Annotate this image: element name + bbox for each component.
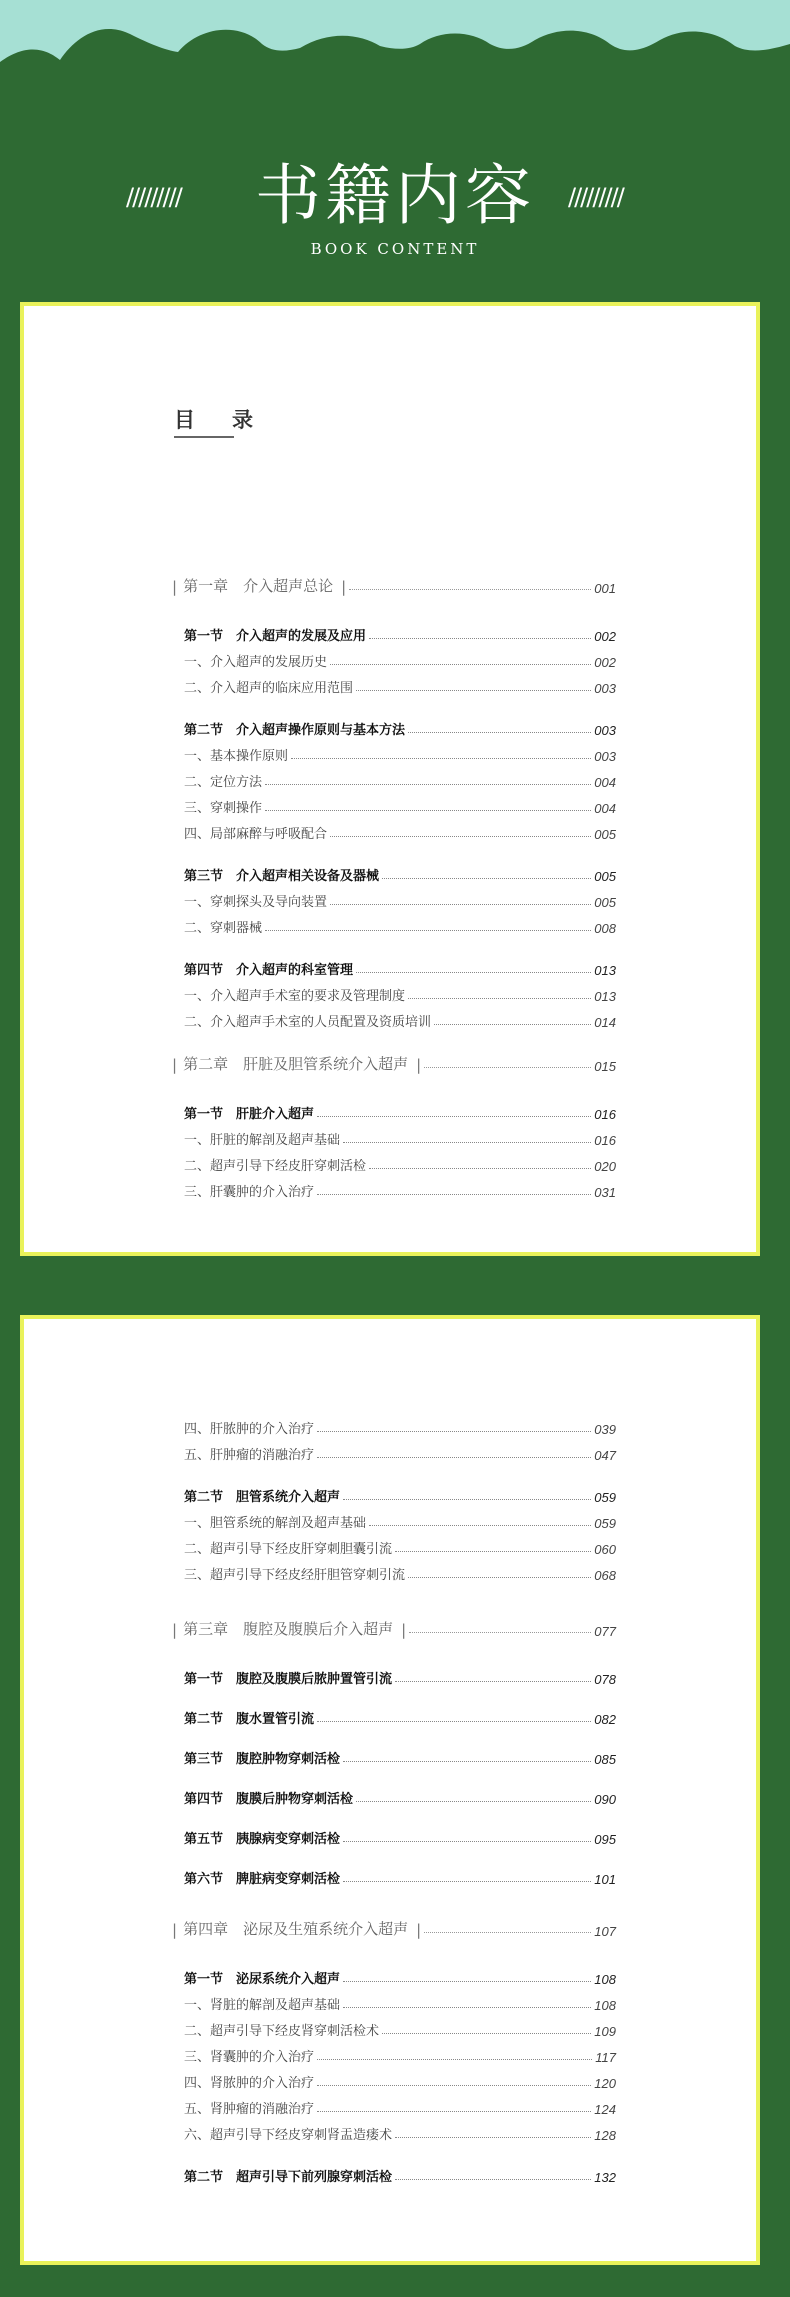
chapter-bar-left: |	[172, 578, 178, 596]
item-title: 五、肝肿瘤的消融治疗	[184, 1448, 315, 1463]
dot-leader	[317, 2085, 591, 2086]
item-title: 三、肾囊肿的介入治疗	[184, 2050, 315, 2065]
page-number: 109	[594, 2024, 616, 2039]
dot-leader	[395, 1551, 591, 1552]
left-slash-decoration: /////////	[126, 183, 181, 211]
toc-heading: 目 录	[174, 407, 261, 432]
page-subtitle: BOOK CONTENT	[310, 240, 480, 258]
item-title: 四、肝脓肿的介入治疗	[184, 1422, 315, 1437]
page-number: 124	[594, 2102, 616, 2117]
dot-leader	[356, 972, 591, 973]
toc-item	[184, 796, 616, 816]
toc-item	[184, 1443, 616, 1463]
page-number: 001	[594, 581, 616, 596]
dot-leader	[424, 1067, 591, 1068]
page-number: 117	[595, 2050, 616, 2065]
page-number: 060	[594, 1542, 616, 1557]
toc-section	[184, 1667, 616, 1687]
section-title: 第一节 介入超声的发展及应用	[184, 629, 367, 644]
toc-section	[184, 864, 616, 884]
chapter-title: 第二章 肝脏及胆管系统介入超声	[183, 1055, 409, 1073]
toc-item	[184, 890, 616, 910]
dot-leader	[382, 878, 591, 879]
dot-leader	[330, 904, 591, 905]
page-number: 016	[594, 1107, 616, 1122]
page-number: 059	[594, 1490, 616, 1505]
item-title: 三、穿刺操作	[184, 801, 263, 816]
section-title: 第四节 腹膜后肿物穿刺活检	[184, 1792, 354, 1807]
chapter-bar-right: |	[341, 578, 347, 596]
toc-item	[184, 1154, 616, 1174]
toc-section	[184, 1827, 616, 1847]
toc-item	[184, 2123, 616, 2143]
dot-leader	[369, 638, 591, 639]
item-title: 一、肝脏的解剖及超声基础	[184, 1133, 341, 1148]
item-title: 二、定位方法	[184, 775, 263, 790]
dot-leader	[330, 664, 591, 665]
section-title: 第三节 腹腔肿物穿刺活检	[184, 1752, 341, 1767]
toc-item	[184, 916, 616, 936]
item-title: 三、肝囊肿的介入治疗	[184, 1185, 315, 1200]
page-number: 128	[594, 2128, 616, 2143]
chapter-bar-right: |	[416, 1056, 422, 1074]
dot-leader	[395, 1681, 591, 1682]
item-title: 二、穿刺器械	[184, 921, 263, 936]
page-number: 016	[594, 1133, 616, 1148]
toc-item	[184, 2019, 616, 2039]
page-number: 120	[594, 2076, 616, 2091]
item-title: 二、超声引导下经皮肝穿刺活检	[184, 1159, 367, 1174]
dot-leader	[409, 1632, 591, 1633]
page-number: 004	[594, 775, 616, 790]
toc-chapter	[172, 1052, 616, 1074]
page-number: 003	[594, 681, 616, 696]
section-title: 第二节 胆管系统介入超声	[184, 1490, 341, 1505]
item-title: 六、超声引导下经皮穿刺肾盂造瘘术	[184, 2128, 393, 2143]
chapter-bar-left: |	[172, 1056, 178, 1074]
header	[0, 150, 790, 270]
toc-item	[184, 1128, 616, 1148]
toc-item	[184, 744, 616, 764]
page-number: 013	[594, 989, 616, 1004]
dot-leader	[343, 1841, 591, 1842]
dot-leader	[317, 2059, 592, 2060]
page-number: 085	[594, 1752, 616, 1767]
dot-leader	[291, 758, 591, 759]
chapter-bar-left: |	[172, 1621, 178, 1639]
section-title: 第一节 肝脏介入超声	[184, 1107, 315, 1122]
toc-heading-underline	[174, 436, 234, 438]
section-title: 第二节 腹水置管引流	[184, 1712, 315, 1727]
dot-leader	[424, 1932, 591, 1933]
item-title: 五、肾肿瘤的消融治疗	[184, 2102, 315, 2117]
toc-item	[184, 984, 616, 1004]
chapter-title: 第一章 介入超声总论	[183, 577, 334, 595]
dot-leader	[343, 1881, 591, 1882]
toc-item	[184, 1417, 616, 1437]
dot-leader	[265, 930, 591, 931]
page-number: 108	[594, 1998, 616, 2013]
dot-leader	[265, 810, 591, 811]
page-number: 005	[594, 869, 616, 884]
section-title: 第一节 腹腔及腹膜后脓肿置管引流	[184, 1672, 393, 1687]
page-number: 002	[594, 629, 616, 644]
toc-card-1	[20, 302, 760, 1256]
section-title: 第六节 脾脏病变穿刺活检	[184, 1872, 341, 1887]
dot-leader	[343, 1499, 591, 1500]
page-number: 020	[594, 1159, 616, 1174]
page-number: 005	[594, 827, 616, 842]
toc-section	[184, 1747, 616, 1767]
dot-leader	[395, 2179, 591, 2180]
item-title: 一、介入超声手术室的要求及管理制度	[184, 989, 406, 1004]
page-number: 031	[594, 1185, 616, 1200]
chapter-bar-left: |	[172, 1921, 178, 1939]
toc-item	[184, 1537, 616, 1557]
item-title: 三、超声引导下经皮经肝胆管穿刺引流	[184, 1568, 406, 1583]
dot-leader	[317, 1194, 591, 1195]
dot-leader	[369, 1168, 591, 1169]
toc-item	[184, 650, 616, 670]
item-title: 一、肾脏的解剖及超声基础	[184, 1998, 341, 2013]
page-number: 077	[594, 1624, 616, 1639]
dot-leader	[434, 1024, 591, 1025]
toc-item	[184, 2045, 616, 2065]
toc-card-2	[20, 1315, 760, 2265]
section-title: 第二节 超声引导下前列腺穿刺活检	[184, 2170, 393, 2185]
toc-section	[184, 1787, 616, 1807]
toc-section	[184, 958, 616, 978]
right-slash-decoration: /////////	[568, 183, 623, 211]
item-title: 一、介入超声的发展历史	[184, 655, 328, 670]
dot-leader	[369, 1525, 591, 1526]
toc-item	[184, 1563, 616, 1583]
dot-leader	[356, 690, 591, 691]
page-number: 014	[594, 1015, 616, 1030]
chapter-title: 第三章 腹腔及腹膜后介入超声	[183, 1620, 394, 1638]
toc-chapter	[172, 1917, 616, 1939]
toc-item	[184, 1993, 616, 2013]
toc-section	[184, 1102, 616, 1122]
dot-leader	[317, 1431, 591, 1432]
toc-chapter	[172, 1617, 616, 1639]
dot-leader	[356, 1801, 591, 1802]
page-number: 003	[594, 749, 616, 764]
toc-item	[184, 1511, 616, 1531]
page-number: 039	[594, 1422, 616, 1437]
toc-item	[184, 770, 616, 790]
toc-section	[184, 1867, 616, 1887]
section-title: 第四节 介入超声的科室管理	[184, 963, 354, 978]
toc-section	[184, 1485, 616, 1505]
item-title: 二、超声引导下经皮肾穿刺活检术	[184, 2024, 380, 2039]
dot-leader	[317, 1457, 591, 1458]
page-number: 004	[594, 801, 616, 816]
dot-leader	[395, 2137, 591, 2138]
item-title: 二、介入超声手术室的人员配置及资质培训	[184, 1015, 432, 1030]
dot-leader	[343, 1981, 591, 1982]
dot-leader	[317, 1116, 591, 1117]
toc-section	[184, 2165, 616, 2185]
toc-section	[184, 624, 616, 644]
toc-section	[184, 1707, 616, 1727]
toc-item	[184, 1180, 616, 1200]
dot-leader	[382, 2033, 591, 2034]
chapter-bar-right: |	[416, 1921, 422, 1939]
dot-leader	[343, 1142, 591, 1143]
page-number: 132	[594, 2170, 616, 2185]
dot-leader	[343, 2007, 591, 2008]
page-number: 090	[594, 1792, 616, 1807]
item-title: 一、胆管系统的解剖及超声基础	[184, 1516, 367, 1531]
page-number: 013	[594, 963, 616, 978]
page-number: 108	[594, 1972, 616, 1987]
item-title: 二、超声引导下经皮肝穿刺胆囊引流	[184, 1542, 393, 1557]
item-title: 一、穿刺探头及导向装置	[184, 895, 328, 910]
page-title: 书籍内容	[255, 157, 535, 234]
dot-leader	[408, 732, 591, 733]
toc-item	[184, 2071, 616, 2091]
dot-leader	[317, 2111, 591, 2112]
page-number: 059	[594, 1516, 616, 1531]
page-number: 008	[594, 921, 616, 936]
page-number: 078	[594, 1672, 616, 1687]
page-number: 002	[594, 655, 616, 670]
toc-section	[184, 718, 616, 738]
section-title: 第一节 泌尿系统介入超声	[184, 1972, 341, 1987]
page-number: 107	[594, 1924, 616, 1939]
item-title: 二、介入超声的临床应用范围	[184, 681, 354, 696]
page-number: 101	[594, 1872, 616, 1887]
toc-section	[184, 1967, 616, 1987]
dot-leader	[343, 1761, 591, 1762]
hills-decoration	[0, 0, 790, 90]
chapter-bar-right: |	[401, 1621, 407, 1639]
toc-item	[184, 822, 616, 842]
dot-leader	[330, 836, 591, 837]
toc-item	[184, 2097, 616, 2117]
section-title: 第二节 介入超声操作原则与基本方法	[184, 723, 406, 738]
item-title: 四、肾脓肿的介入治疗	[184, 2076, 315, 2091]
toc-chapter	[172, 574, 616, 596]
chapter-title: 第四章 泌尿及生殖系统介入超声	[183, 1920, 409, 1938]
dot-leader	[349, 589, 591, 590]
item-title: 四、局部麻醉与呼吸配合	[184, 827, 328, 842]
toc-item	[184, 676, 616, 696]
section-title: 第五节 胰腺病变穿刺活检	[184, 1832, 341, 1847]
dot-leader	[265, 784, 591, 785]
toc-item	[184, 1010, 616, 1030]
item-title: 一、基本操作原则	[184, 749, 289, 764]
dot-leader	[408, 998, 591, 999]
page-number: 068	[594, 1568, 616, 1583]
page-number: 047	[594, 1448, 616, 1463]
page-number: 003	[594, 723, 616, 738]
page-number: 005	[594, 895, 616, 910]
dot-leader	[408, 1577, 591, 1578]
page-number: 015	[594, 1059, 616, 1074]
page-number: 095	[594, 1832, 616, 1847]
page-number: 082	[594, 1712, 616, 1727]
section-title: 第三节 介入超声相关设备及器械	[184, 869, 380, 884]
dot-leader	[317, 1721, 591, 1722]
